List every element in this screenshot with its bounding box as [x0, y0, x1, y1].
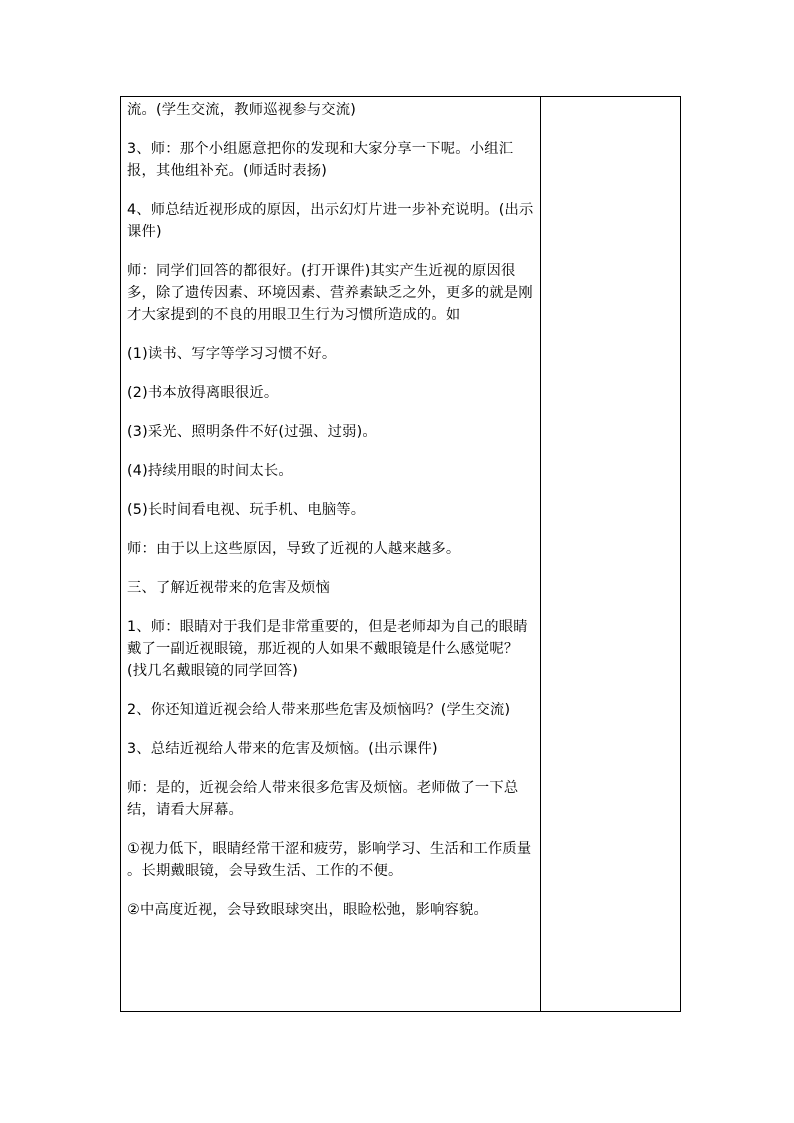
paragraph-group-share: 3、师：那个小组愿意把你的发现和大家分享一下呢。小组汇报，其他组补充。(师适时表扬): [127, 141, 514, 179]
list-item-cause-2: (2)书本放得离眼很近。: [127, 385, 279, 401]
list-item-harm-2: ②中高度近视，会导致眼球突出，眼睑松弛，影响容貌。: [127, 902, 488, 918]
content-cell: [121, 97, 541, 1011]
paragraph-teacher-summary: 师：是的，近视会给人带来很多危害及烦恼。老师做了一下总结，请看大屏幕。: [127, 780, 519, 818]
lesson-table: [120, 96, 681, 1012]
list-item-cause-5: (5)长时间看电视、玩手机、电脑等。: [127, 502, 366, 518]
list-item-harm-1: ①视力低下，眼睛经常干涩和疲劳，影响学习、生活和工作质量 。长期戴眼镜，会导致生活、工作的不便。: [127, 841, 532, 879]
list-item-cause-4: (4)持续用眼的时间太长。: [127, 463, 293, 479]
paragraph-teacher-conclusion: 师：由于以上这些原因，导致了近视的人越来越多。: [127, 541, 461, 557]
list-item-cause-1: (1)读书、写字等学习习惯不好。: [127, 346, 337, 362]
paragraph-eyes-important: 1、师：眼睛对于我们是非常重要的，但是老师却为自己的眼睛戴了一副近视眼镜，那近视的人如果不戴眼镜是什么感觉呢？(找几名戴眼镜的同学回答): [127, 619, 528, 679]
paragraph-harms-question: 2、你还知道近视会给人带来那些危害及烦恼吗？(学生交流): [127, 702, 511, 718]
paragraph-summary-causes: 4、师总结近视形成的原因，出示幻灯片进一步补充说明。(出示课件): [127, 202, 534, 240]
paragraph-student-exchange: 流。(学生交流，教师巡视参与交流): [127, 102, 357, 118]
paragraph-harms-summary: 3、总结近视给人带来的危害及烦恼。(出示课件): [127, 741, 438, 757]
section-heading-harms: 三、了解近视带来的危害及烦恼: [127, 580, 330, 596]
notes-cell: [541, 97, 680, 1011]
paragraph-teacher-causes: 师：同学们回答的都很好。(打开课件)其实产生近视的原因很多，除了遗传因素、环境因素、营养素缺乏之外，更多的就是刚才大家提到的不良的用眼卫生行为习惯所造成的。如: [127, 263, 533, 323]
list-item-cause-3: (3)采光、照明条件不好(过强、过弱)。: [127, 424, 377, 440]
